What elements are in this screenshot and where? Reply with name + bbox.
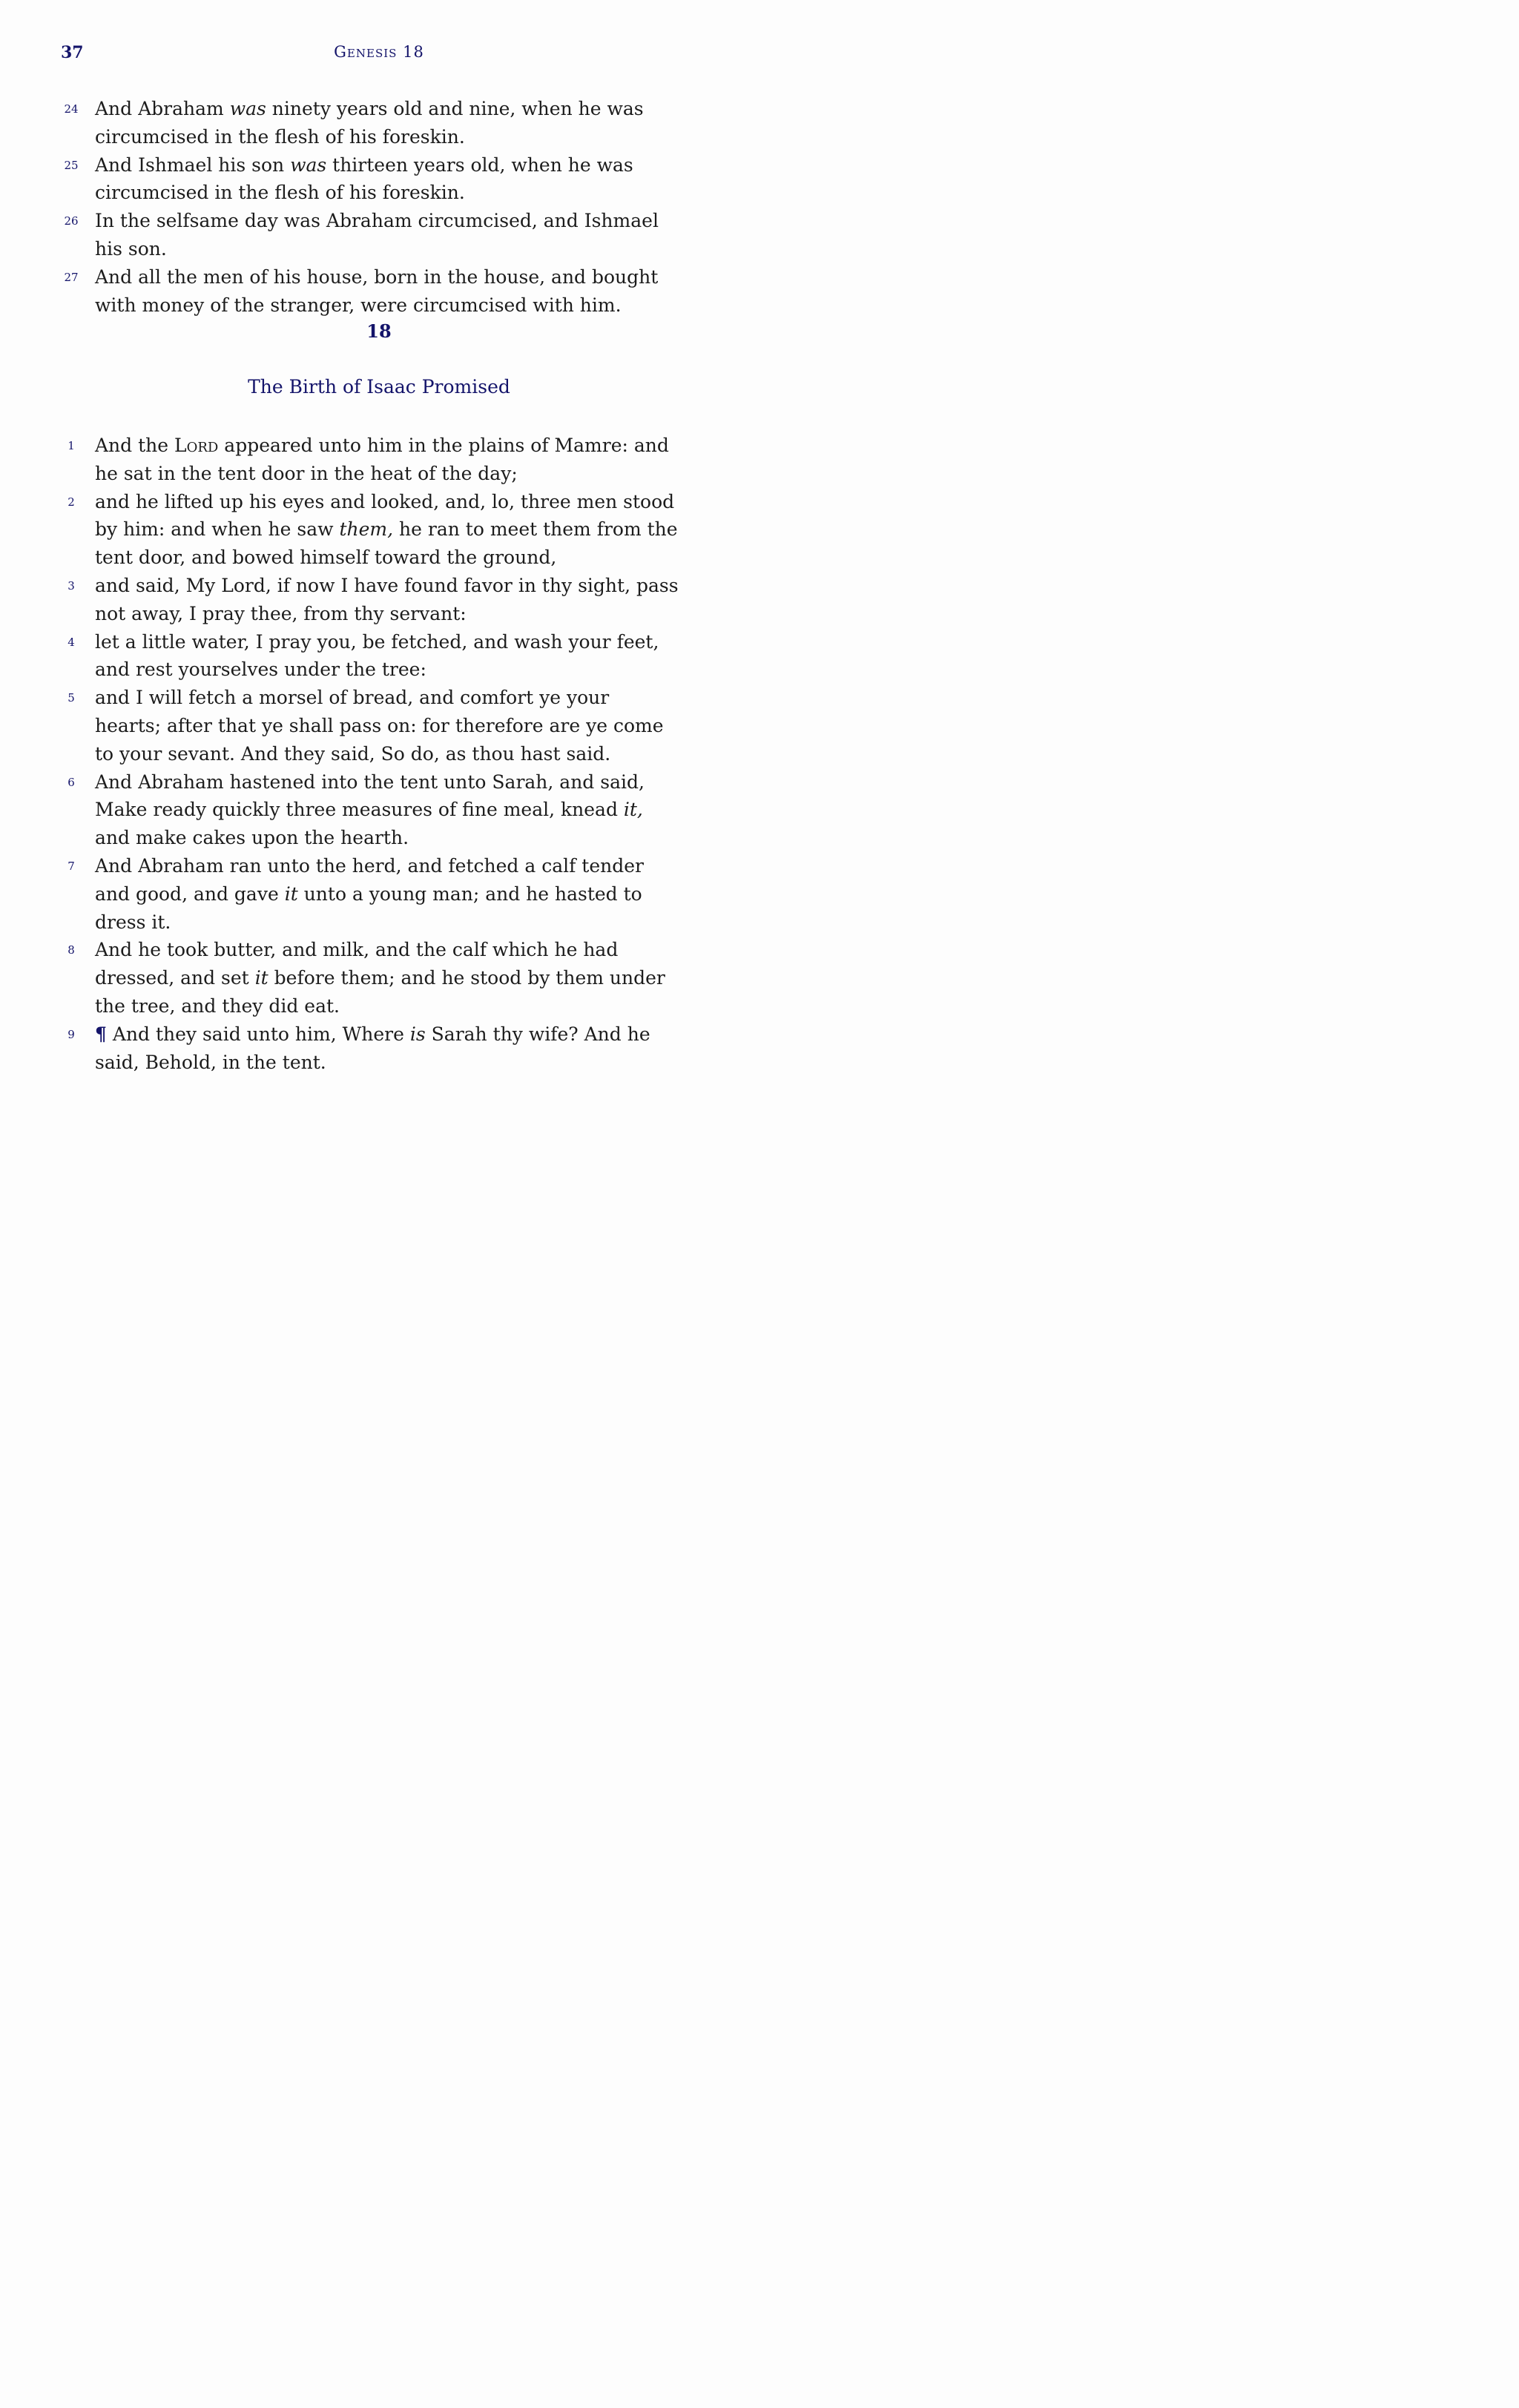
verse xyxy=(0,95,742,151)
verse-text xyxy=(95,572,681,628)
verse-text-segment: And Abraham xyxy=(95,98,230,119)
verse-text-segment: And Abraham ran unto the herd, and fetched a calf tender and good, and gave xyxy=(95,854,645,905)
verse-text xyxy=(95,852,681,936)
verse-text-segment: was xyxy=(290,154,327,176)
verse-number: 5 xyxy=(67,691,75,705)
verse-text-segment: And all the men of his house, born in the house, and bought with money of the stranger, were circumcised with him. xyxy=(95,265,659,316)
verse-number: 2 xyxy=(67,495,75,509)
verse-number: 25 xyxy=(64,158,79,172)
chapter-number: 18 xyxy=(366,320,392,342)
verse-text-segment: And he took butter, and milk, and the calf which he had dressed, and set xyxy=(95,939,619,989)
verse-text-segment: before them; and he stood by them under the tree, and they did eat. xyxy=(95,967,665,1017)
verse xyxy=(0,263,742,320)
verse xyxy=(0,1020,742,1077)
running-head: Genesis 18 xyxy=(334,43,424,61)
verse-text xyxy=(95,263,681,320)
verse-number: 26 xyxy=(64,214,79,228)
verse-text-segment: them, xyxy=(339,518,394,541)
verse-text-segment: appeared unto him in the plains of Mamre: and he sat in the tent door in the heat of the day; xyxy=(95,435,669,484)
verse-number: 7 xyxy=(67,859,75,873)
section-heading: The Birth of Isaac Promised xyxy=(248,376,510,398)
verse xyxy=(0,572,742,628)
verse-text xyxy=(95,207,681,263)
verse-number: 27 xyxy=(64,270,79,284)
verse-text-segment: it xyxy=(284,883,298,905)
chapter-18-verses xyxy=(0,432,742,1076)
verse-text-segment: and I will fetch a morsel of bread, and comfort ye your hearts; after that ye shall pass on: for therefore are ye come to your sevant. And they said, So do, as thou hast said. xyxy=(95,687,664,765)
verse-number: 8 xyxy=(67,943,75,957)
verse-text-segment: let a little water, I pray you, be fetched, and wash your feet, and rest yourselves under the tree: xyxy=(95,630,659,681)
verse xyxy=(0,936,742,1020)
verse-text-segment: is xyxy=(409,1023,426,1045)
verse-text-segment: and make cakes upon the hearth. xyxy=(95,827,409,849)
verse-text xyxy=(95,628,681,685)
verse-text-segment: And they said unto him, Where xyxy=(106,1023,410,1045)
chapter-17-end-verses xyxy=(0,95,742,319)
pilcrow-mark: ¶ xyxy=(95,1023,107,1045)
verse-text-segment: And Abraham hastened into the tent unto Sarah, and said, Make ready quickly three measures of fine meal, knead xyxy=(95,771,645,821)
verse-text-segment: it, xyxy=(623,799,643,821)
verse-text-segment: ninety years old and nine, when he was circumcised in the flesh of his foreskin. xyxy=(95,98,644,148)
verse-text-segment: Sarah thy wife? And he said, Behold, in the tent. xyxy=(95,1023,650,1073)
verse-number: 9 xyxy=(67,1027,75,1041)
verse-number: 1 xyxy=(67,439,75,452)
verse xyxy=(0,207,742,263)
verse-text xyxy=(95,95,681,151)
verse-text xyxy=(95,768,681,852)
verse-text-segment: And Ishmael his son xyxy=(95,154,291,176)
verse-number: 6 xyxy=(67,775,75,789)
verse-text-segment: In the selfsame day was Abraham circumcised, and Ishmael his son. xyxy=(95,210,659,260)
verse-text xyxy=(95,1020,681,1077)
verse-number: 3 xyxy=(67,578,75,593)
verse xyxy=(0,768,742,852)
verse xyxy=(0,151,742,208)
verse-text-segment: and said, My Lord, if now I have found favor in thy sight, pass not away, I pray thee, from thy servant: xyxy=(95,574,679,624)
verse-text-segment: thirteen years old, when he was circumcised in the flesh of his foreskin. xyxy=(95,154,633,204)
verse-text xyxy=(95,488,681,572)
verse-text-segment: Lord xyxy=(174,435,219,456)
verse-text-segment: he ran to meet them from the tent door, and bowed himself toward the ground, xyxy=(95,518,678,569)
verse xyxy=(0,432,742,488)
verse xyxy=(0,684,742,768)
verse-text-segment: and he lifted up his eyes and looked, and, lo, three men stood by him: and when he saw xyxy=(95,490,675,541)
verse xyxy=(0,628,742,685)
verse-number: 24 xyxy=(64,102,79,116)
verse-text-segment: And the xyxy=(95,435,174,456)
verse-text-segment: was xyxy=(229,98,266,119)
verse-text-segment: unto a young man; and he hasted to dress it. xyxy=(95,883,642,933)
page-number: 37 xyxy=(61,43,84,62)
verse xyxy=(0,852,742,936)
verse xyxy=(0,488,742,572)
verse-text xyxy=(95,684,681,768)
verse-text-segment: it xyxy=(254,967,268,989)
verse-text xyxy=(95,432,681,488)
verse-number: 4 xyxy=(67,635,75,649)
verse-text xyxy=(95,151,681,208)
verse-text xyxy=(95,936,681,1020)
